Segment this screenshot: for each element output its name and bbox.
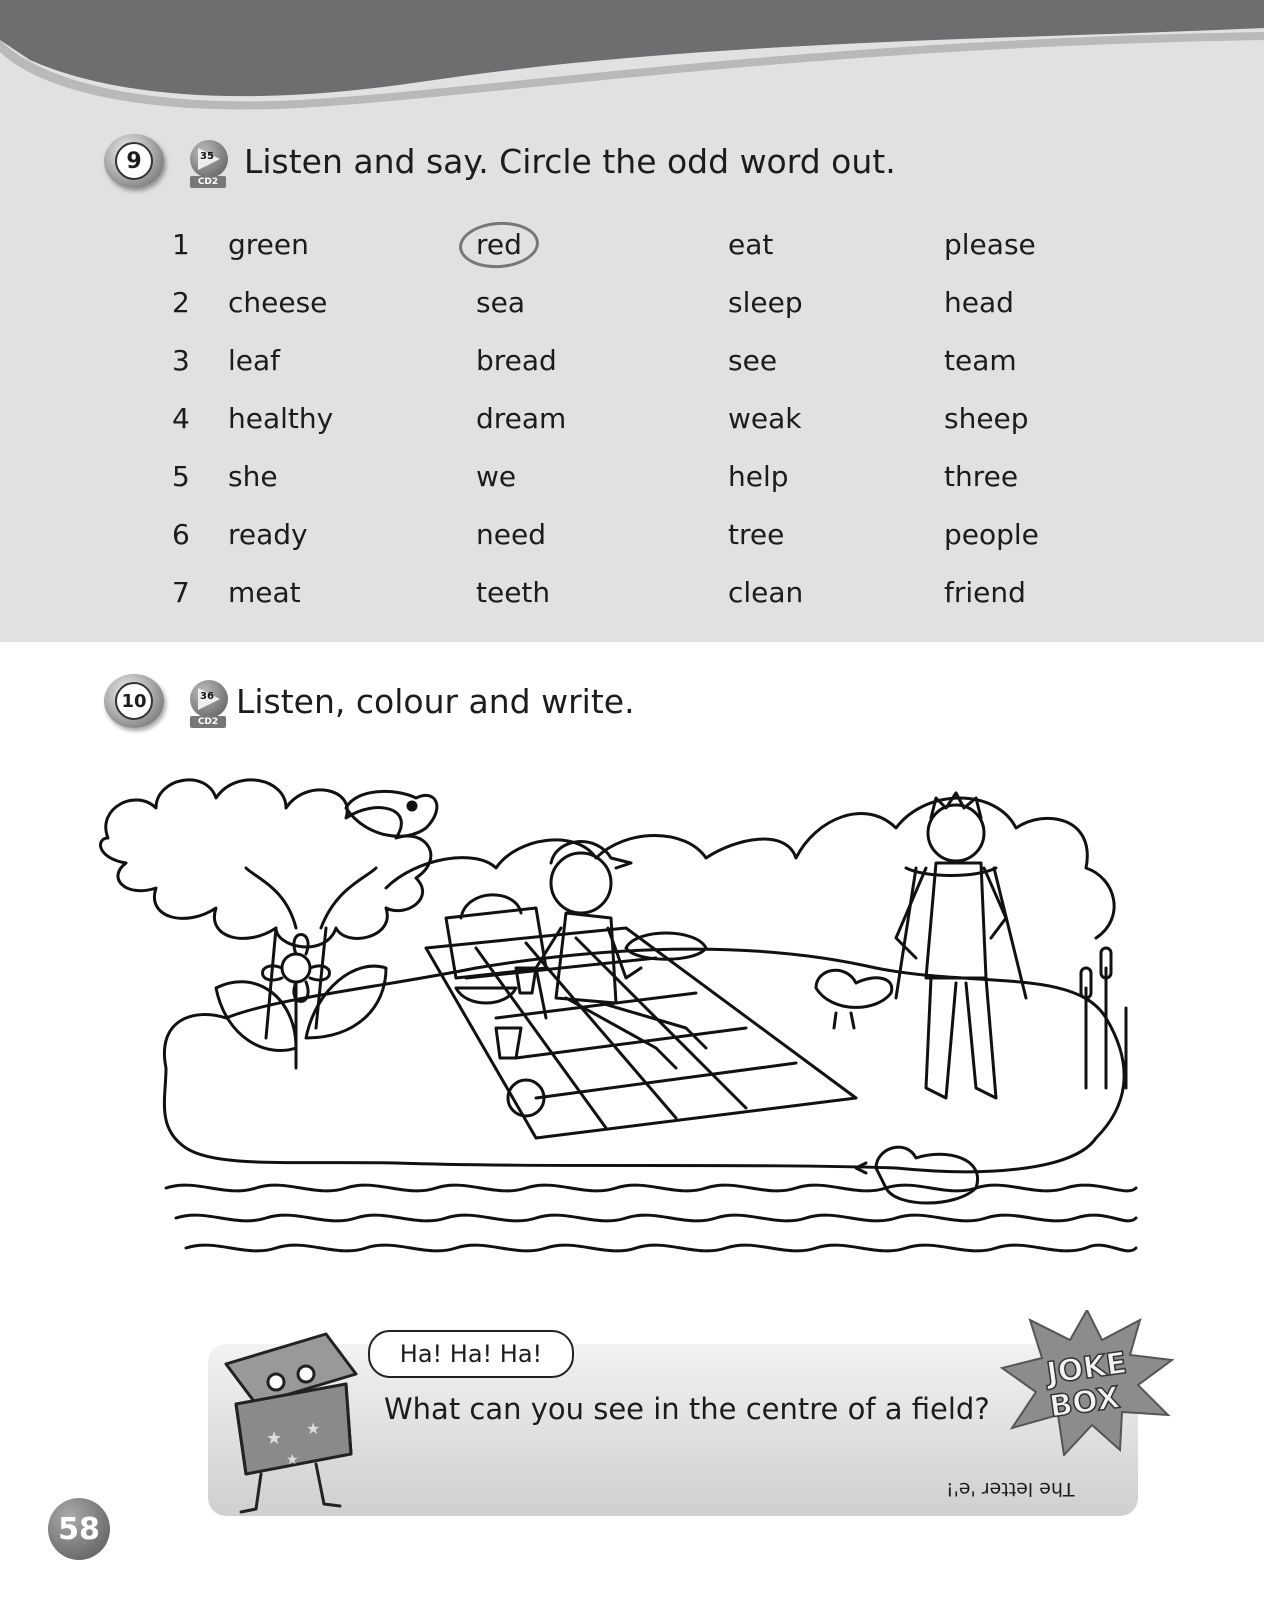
- audio-track-icon[interactable]: 35 CD2: [186, 132, 230, 190]
- word[interactable]: team: [944, 344, 1017, 377]
- bird-in-tree: [346, 791, 437, 836]
- joke-question: What can you see in the centre of a field?: [384, 1392, 990, 1426]
- exercise-9-instruction: Listen and say. Circle the odd word out.: [244, 141, 896, 181]
- word[interactable]: three: [944, 460, 1019, 493]
- word[interactable]: healthy: [228, 402, 334, 435]
- svg-text:★: ★: [266, 1428, 283, 1449]
- word[interactable]: eat: [728, 228, 774, 261]
- word[interactable]: clean: [728, 576, 804, 609]
- exercise-number-badge: 9: [104, 134, 164, 188]
- circled-word[interactable]: red: [476, 228, 522, 261]
- audio-track-icon[interactable]: 36 CD2: [186, 672, 230, 730]
- speech-bubble: Ha! Ha! Ha!: [368, 1330, 574, 1378]
- cake-plate: [626, 933, 706, 959]
- word[interactable]: people: [944, 518, 1039, 551]
- boy-standing-body: [896, 863, 1006, 978]
- boy-standing-head: [928, 805, 984, 861]
- word[interactable]: we: [476, 460, 517, 493]
- exercise-10-header: [104, 672, 635, 730]
- duck: [856, 1147, 978, 1203]
- word[interactable]: green: [228, 228, 309, 261]
- word[interactable]: cheese: [228, 286, 328, 319]
- word[interactable]: she: [228, 460, 278, 493]
- grass-island: [164, 949, 1124, 1172]
- word[interactable]: friend: [944, 576, 1026, 609]
- joke-box-badge: [1000, 1310, 1174, 1456]
- svg-text:JOKE: JOKE: [1044, 1345, 1129, 1392]
- tree-trunk: [246, 868, 376, 1038]
- word[interactable]: bread: [476, 344, 557, 377]
- word[interactable]: teeth: [476, 576, 551, 609]
- water-waves: [166, 1185, 1136, 1191]
- header-wave: [0, 0, 1264, 120]
- boy-standing-legs: [926, 978, 996, 1098]
- svg-text:BOX: BOX: [1047, 1380, 1122, 1425]
- word[interactable]: head: [944, 286, 1014, 319]
- picnic-colouring-picture[interactable]: [96, 768, 1176, 1288]
- word[interactable]: leaf: [228, 344, 281, 377]
- flower: [282, 954, 310, 982]
- svg-text:★: ★: [286, 1452, 299, 1468]
- word[interactable]: help: [728, 460, 789, 493]
- boy-sitting-legs: [566, 998, 706, 1068]
- exercise-number-badge: 10: [104, 674, 164, 728]
- word[interactable]: ready: [228, 518, 308, 551]
- word[interactable]: see: [728, 344, 778, 377]
- page-number: 58: [48, 1498, 110, 1560]
- word[interactable]: weak: [728, 402, 802, 435]
- word[interactable]: need: [476, 518, 546, 551]
- bird-on-grass: [816, 970, 892, 1028]
- word[interactable]: tree: [728, 518, 785, 551]
- joke-answer-upside-down: The letter 'e'!: [946, 1478, 1075, 1500]
- word[interactable]: sleep: [728, 286, 803, 319]
- treasure-chest-character: [206, 1314, 366, 1514]
- word[interactable]: meat: [228, 576, 301, 609]
- flower-leaves: [216, 966, 386, 1050]
- word[interactable]: sea: [476, 286, 525, 319]
- word[interactable]: please: [944, 228, 1036, 261]
- word[interactable]: dream: [476, 402, 567, 435]
- word[interactable]: sheep: [944, 402, 1029, 435]
- tree-canopy: [101, 780, 431, 947]
- exercise-9-header: [104, 132, 896, 190]
- boy-sitting-head: [551, 853, 611, 913]
- exercise-10-instruction: Listen, colour and write.: [236, 681, 635, 721]
- svg-text:★: ★: [306, 1419, 321, 1438]
